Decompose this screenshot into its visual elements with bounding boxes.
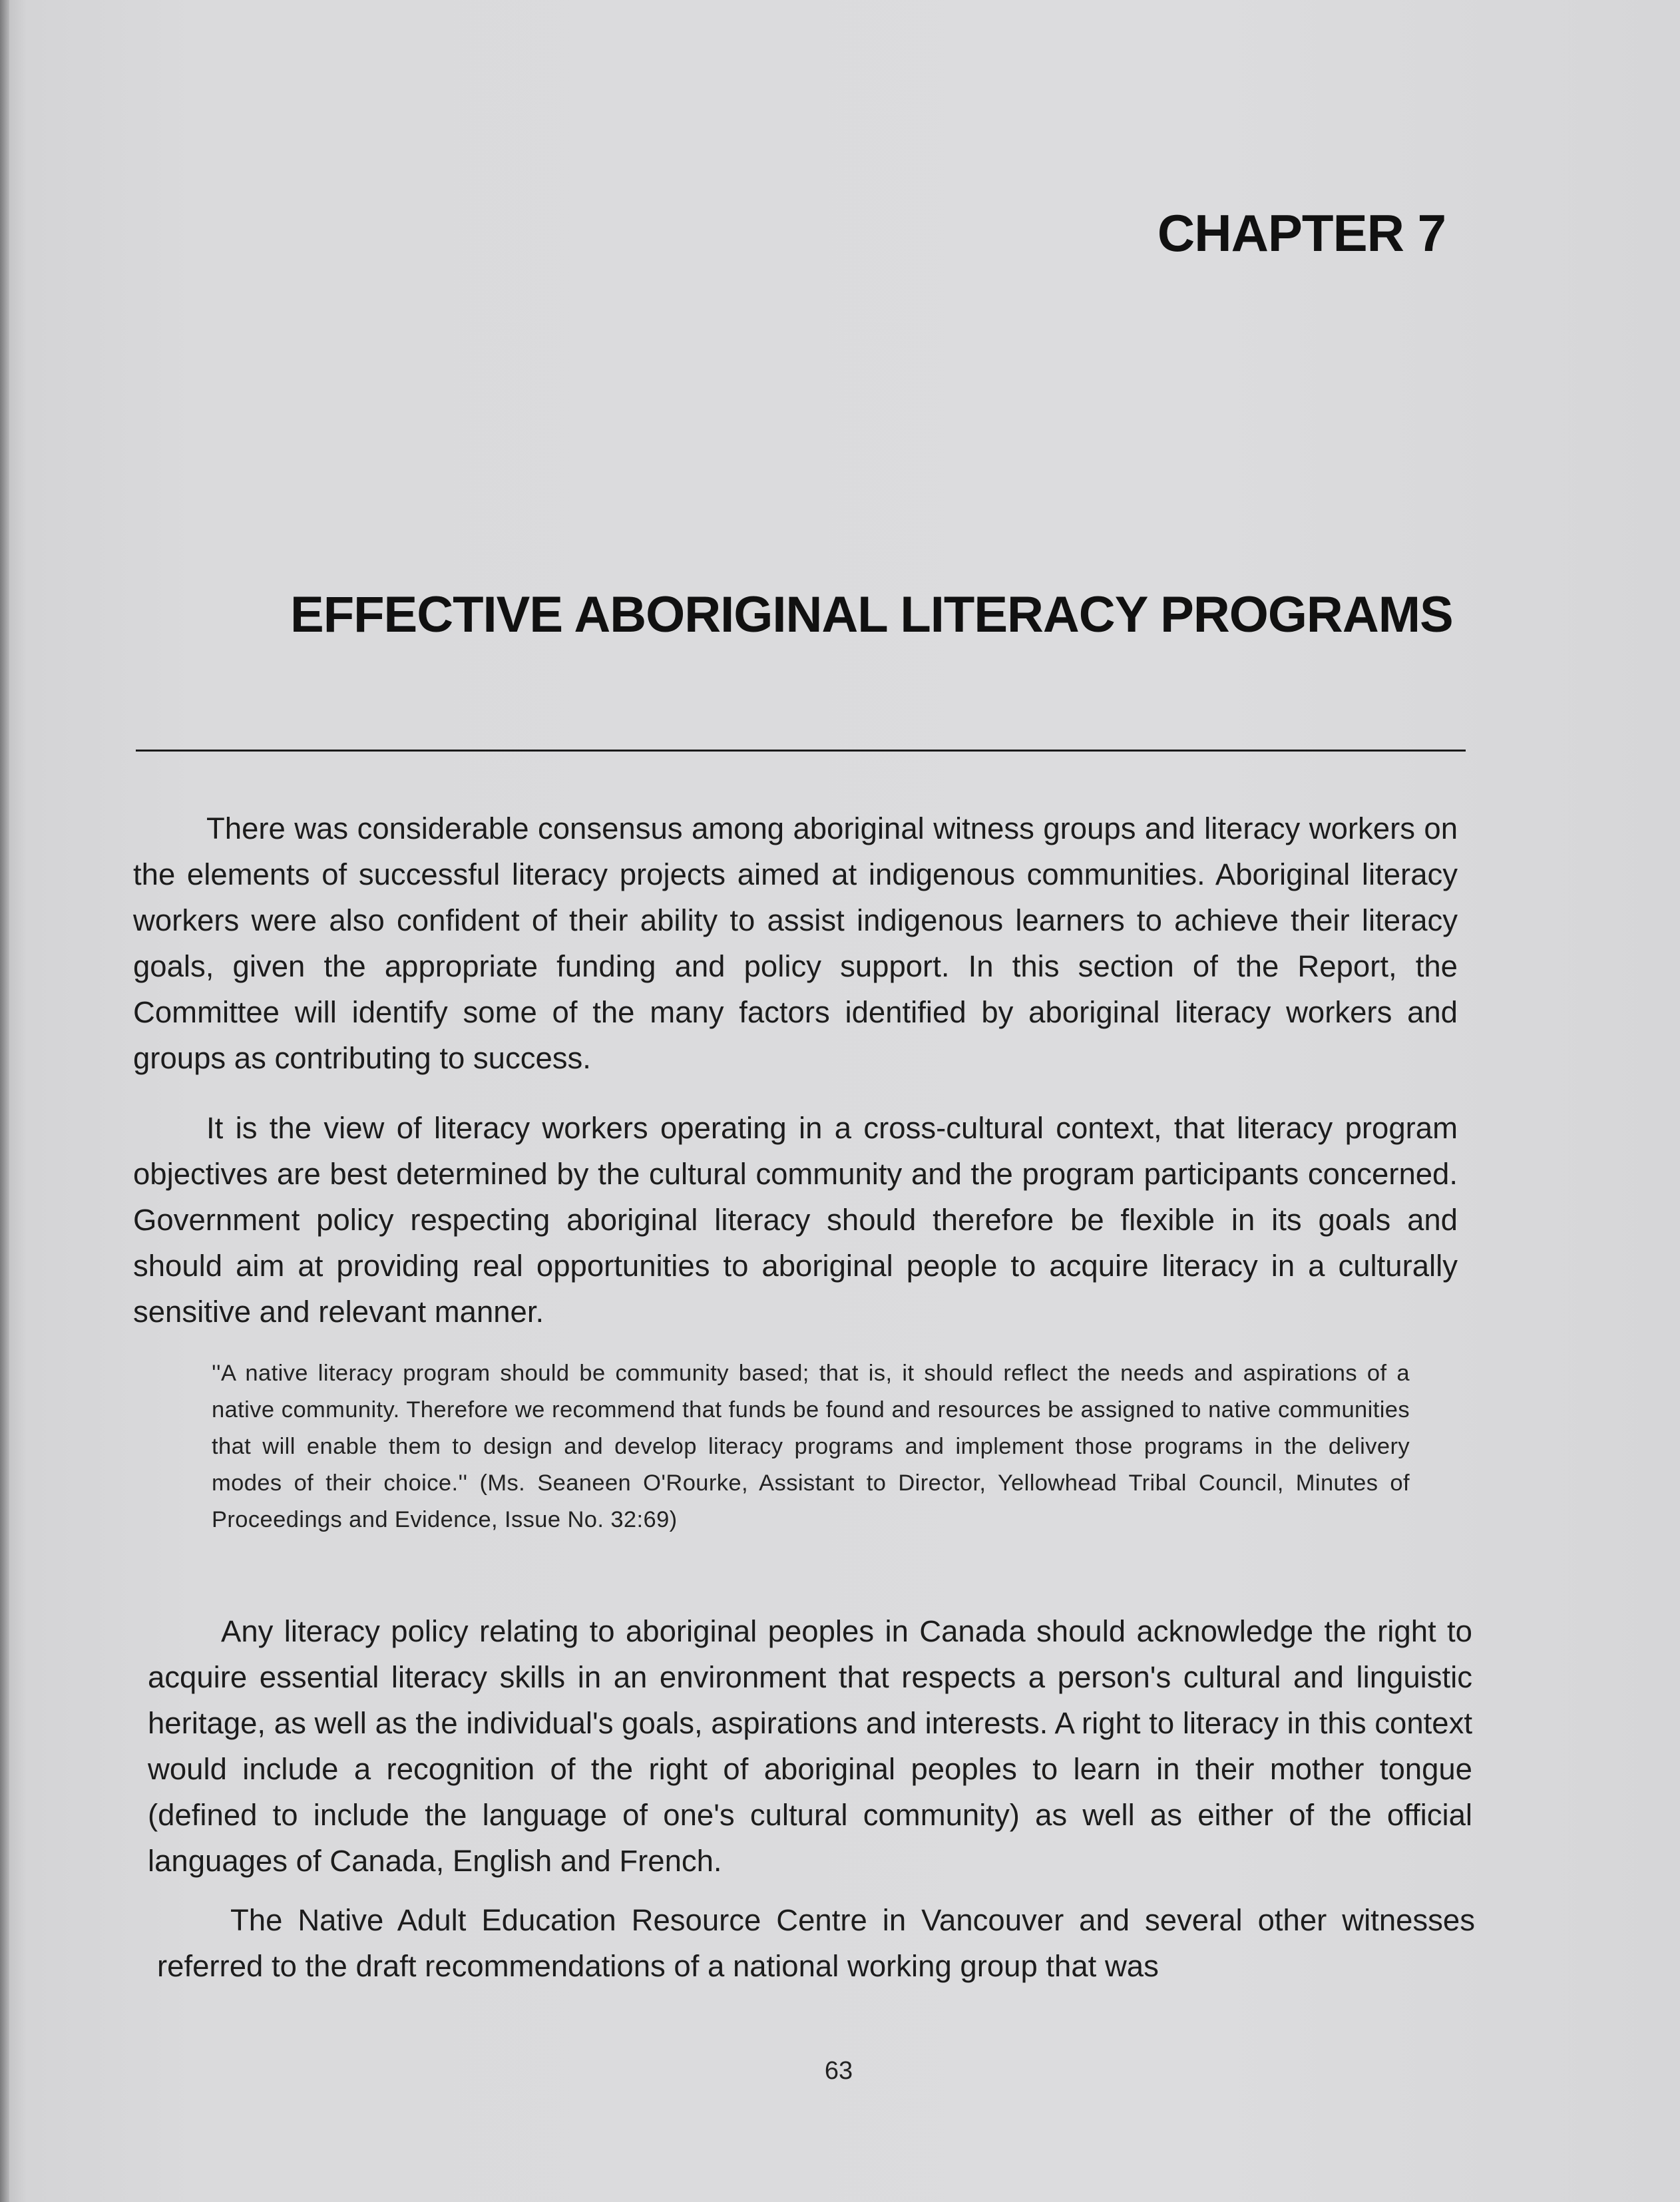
title-divider xyxy=(136,750,1466,752)
paragraph-cross-cultural: It is the view of literacy workers operating in a cross-cultural context, that literacy program objectives are best determined by the cultural community and the program participants concerned. Government policy respecting aboriginal literacy should therefore be flexible in its goals and should aim at providing real opportunities to aboriginal people to acquire literacy in a culturally sensitive and relevant manner. xyxy=(133,1111,1458,1329)
paragraph-literacy-policy: Any literacy policy relating to aboriginal peoples in Canada should acknowledge the right to acquire essential literacy skills in an environment that respects a person's cultural and linguistic heritage, as well as the individual's goals, aspirations and interests. A right to literacy in this context would include a recognition of the right of aboriginal peoples to learn in their mother tongue (defined to include the language of one's cultural community) as well as either of the official languages of Canada, English and French. xyxy=(148,1614,1472,1878)
page-binding-edge xyxy=(0,0,9,2202)
quote-text: ''A native literacy program should be community based; that is, it should reflect the needs and aspirations of a native community. Therefore we recommend that funds be found and resources be assigned to native communities that will enable them to design and develop literacy programs and implement those programs in the delivery modes of their choice.'' xyxy=(212,1361,1410,1496)
testimony-quote xyxy=(212,1355,1410,1538)
paragraph-resource-centre: The Native Adult Education Resource Centre in Vancouver and several other witnesses referred to the draft recommendations of a national working group that was xyxy=(157,1903,1475,1983)
paragraph-consensus: There was considerable consensus among aboriginal witness groups and literacy workers on the elements of successful literacy projects aimed at indigenous communities. Aboriginal literacy workers were also confident of their ability to assist indigenous learners to achieve their literacy goals, given the appropriate funding and policy support. In this section of the Report, the Committee will identify some of the many factors identified by aboriginal literacy workers and groups as contributing to success. xyxy=(133,811,1458,1075)
page-number: 63 xyxy=(824,2057,853,2085)
quote-citation: (Ms. Seaneen O'Rourke, Assistant to Director, Yellowhead Tribal Council, Minutes of Proceedings and Evidence, Issue No. 32:69) xyxy=(212,1470,1410,1532)
chapter-label: CHAPTER 7 xyxy=(1157,204,1446,262)
chapter-title: EFFECTIVE ABORIGINAL LITERACY PROGRAMS xyxy=(290,586,1453,643)
